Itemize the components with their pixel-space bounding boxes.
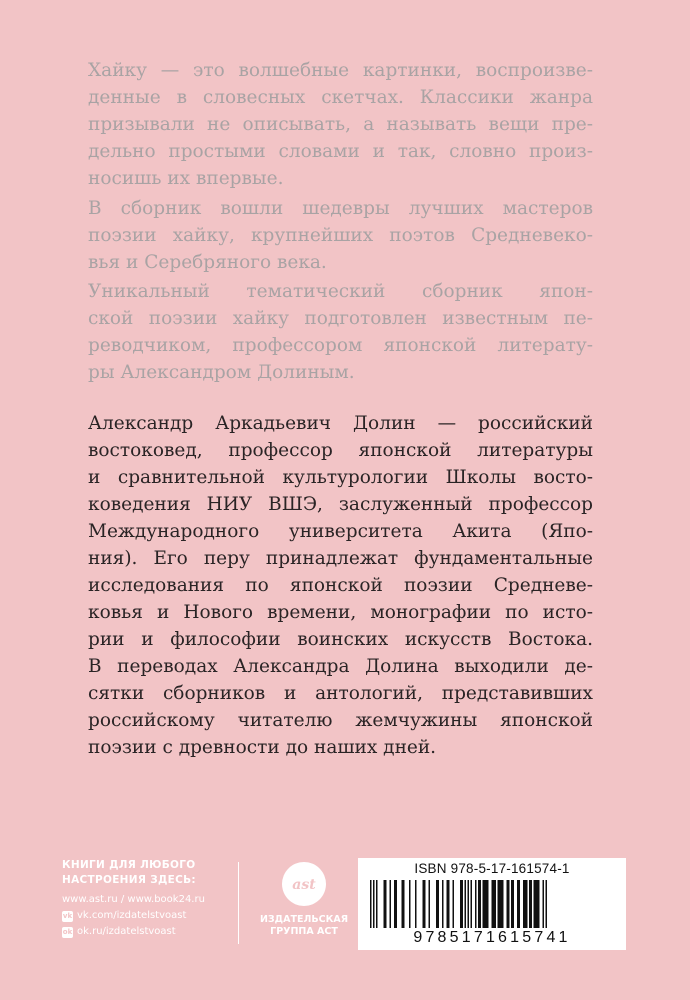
text-line: реводчиком, профессором японской литерату- [88, 335, 593, 356]
barcode-bar [429, 880, 431, 928]
annotation-paragraph-2 [88, 195, 593, 276]
text-line: В сборник вошли шедевры лучших мастеров [88, 198, 593, 219]
barcode-bar [475, 880, 477, 928]
barcode-bar [390, 880, 392, 928]
text-line: В переводах Александра Долина выходили де- [88, 656, 593, 677]
barcode-bar [529, 880, 532, 928]
barcode-bar [415, 880, 417, 928]
barcode-bar [423, 880, 426, 928]
barcode-bar [394, 880, 397, 928]
barcode-bar [442, 880, 444, 928]
isbn-barcode [358, 858, 626, 950]
barcode-bar [402, 880, 405, 928]
divider [238, 862, 239, 944]
text-line: поэзии с древности до наших дней. [88, 737, 437, 758]
annotation-paragraph-1 [88, 57, 593, 192]
text-line: Александр Аркадьевич Долин — российский [88, 413, 593, 434]
barcode-bar [460, 880, 463, 928]
barcode-bar [376, 880, 378, 928]
text-line: ния). Его перу принадлежат фундаментальные [88, 548, 593, 569]
barcode-image [368, 880, 616, 928]
barcode-bar [436, 880, 439, 928]
barcode-bar [507, 880, 510, 928]
text-line: Хайку — это волшебные картинки, воспроизве- [88, 60, 593, 81]
barcode-bar [384, 880, 387, 928]
barcode-bar [523, 880, 528, 928]
links-heading: КНИГИ ДЛЯ ЛЮБОГО [62, 859, 196, 871]
publisher-links [62, 858, 232, 940]
website-links[interactable]: www.ast.ru / www.book24.ru [62, 894, 205, 905]
barcode-bar [465, 880, 467, 928]
text-line: и сравнительной культурологии Школы восто- [88, 467, 593, 488]
text-line: Уникальный тематический сборник япон- [88, 281, 593, 302]
barcode-bar [546, 880, 548, 928]
text-line: ры Александром Долиным. [88, 362, 355, 383]
barcode-bar [409, 880, 411, 928]
barcode-bar [543, 880, 545, 928]
barcode-bar [492, 880, 497, 928]
odnoklassniki-icon: ok [62, 927, 73, 936]
publisher-name: ГРУППА АСТ [270, 926, 338, 937]
text-line: сятки сборников и антологий, представивших [88, 683, 593, 704]
barcode-digits: 9785171615741 [413, 929, 571, 946]
text-line: вья и Серебряного века. [88, 252, 327, 273]
text-line: поэзии хайку, крупнейших поэтов Средневеко- [88, 225, 593, 246]
text-line: дельно простыми словами и так, словно произ- [88, 141, 593, 162]
barcode-bar [468, 880, 470, 928]
text-line: Международного университета Акита (Япо- [88, 521, 593, 542]
ok-link[interactable] [62, 924, 232, 940]
ok-link-text: ok.ru/izdatelstvoast [77, 926, 176, 937]
ast-logo-icon [282, 862, 326, 906]
publisher-logo [254, 862, 354, 938]
barcode-bar [534, 880, 540, 928]
barcode-bar [370, 880, 372, 928]
text-line: ковья и Нового времени, монографии по исто- [88, 602, 593, 623]
text-line: ской поэзии хайку подготовлен известным пе- [88, 308, 593, 329]
barcode-bar [517, 880, 520, 928]
links-heading: НАСТРОЕНИЯ ЗДЕСЬ: [62, 874, 196, 886]
text-line: востоковед, профессор японской литературы [88, 440, 593, 461]
barcode-bar [447, 880, 450, 928]
barcode-bar [498, 880, 504, 928]
barcode-bar [471, 880, 473, 928]
ast-logo-mark [287, 874, 321, 894]
barcode-bar [511, 880, 514, 928]
vk-link[interactable] [62, 908, 232, 924]
text-line: рии и философии воинских искусств Востока. [88, 629, 593, 650]
text-line: коведения НИУ ВШЭ, заслуженный профессор [88, 494, 593, 515]
barcode-bar [373, 880, 375, 928]
ast-logo-text: ast [292, 877, 316, 893]
text-line: носишь их впервые. [88, 168, 284, 189]
annotation-paragraph-3 [88, 278, 593, 386]
vk-icon: vk [62, 911, 73, 920]
isbn-number: ISBN 978-5-17-161574-1 [414, 861, 570, 876]
text-line: денные в словесных скетчах. Классики жанра [88, 87, 593, 108]
publisher-name: ИЗДАТЕЛЬСКАЯ [259, 914, 349, 925]
vk-link-text: vk.com/izdatelstvoast [77, 910, 187, 921]
barcode-bar [483, 880, 489, 928]
barcode-bar [478, 880, 481, 928]
text-line: исследования по японской поэзии Средневе- [88, 575, 593, 596]
footer [58, 858, 633, 950]
barcode-bar [453, 880, 455, 928]
text-line: призывали не описывать, а называть вещи пре- [88, 114, 593, 135]
author-bio [88, 410, 593, 761]
text-line: российскому читателю жемчужины японской [88, 710, 593, 731]
